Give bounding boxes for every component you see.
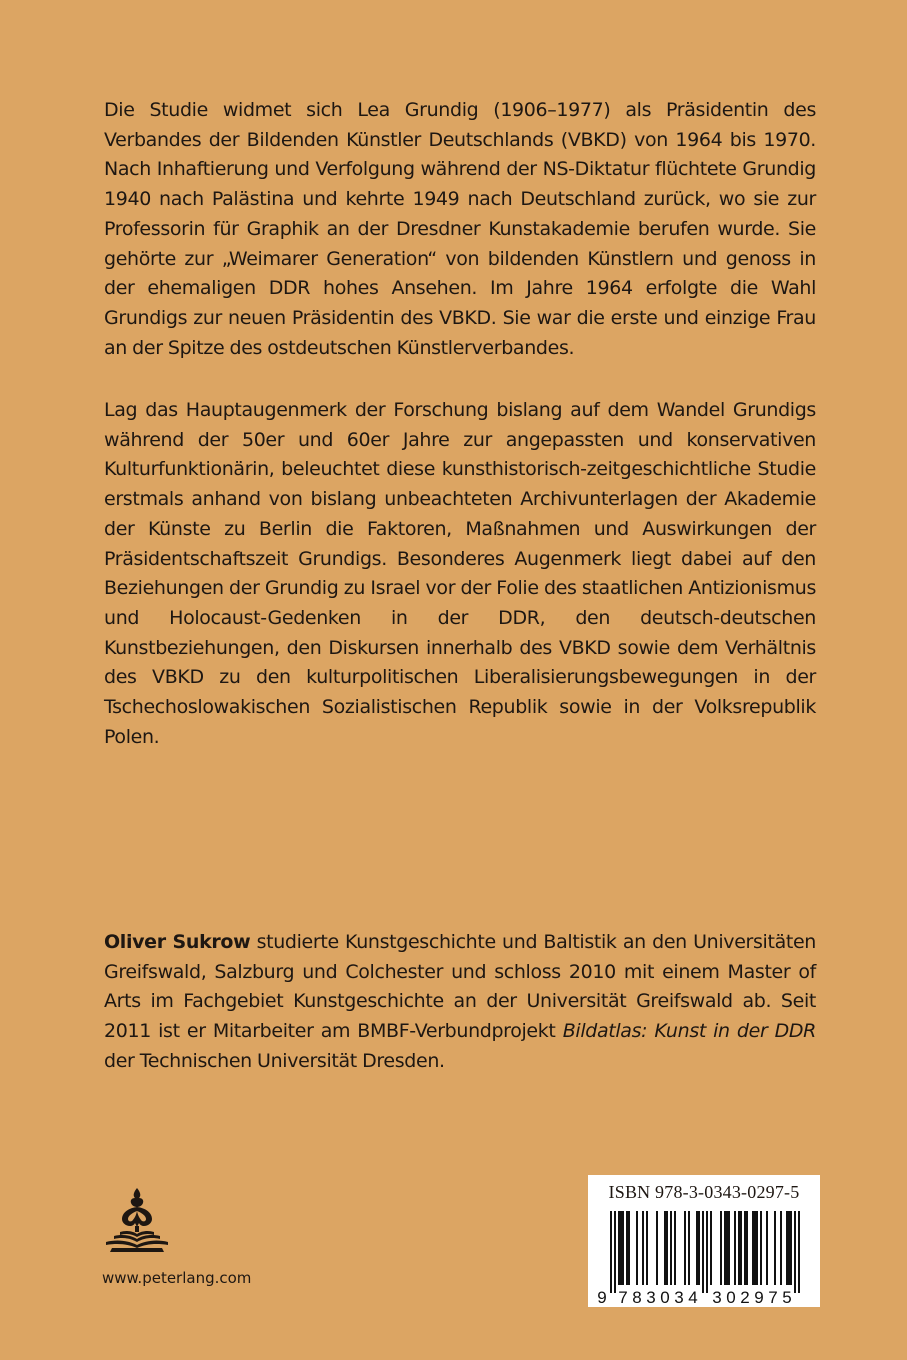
blurb-paragraph-1: Die Studie widmet sich Lea Grundig (1906–1977) als Präsidentin des Verbandes der Bildenden Künstler Deutschlands (VBKD) von 1964 bis 1970. Nach Inhaftierung und Verfolgung während der NS-Diktatur flüchtete Grundig 1940 nach Palästina und kehrte 1949 nach Deutschland zurück, wo sie zur Professorin für Graphik an der Dresdner Kunstakademie berufen wurde. Sie gehörte zur „Weimarer Generation“ von bildenden Künstlern und genoss in der ehemaligen DDR hohes Ansehen. Im Jahre 1964 erfolgte die Wahl Grundigs zur neuen Präsidentin des VBKD. Sie war die erste und einzige Frau an der Spitze des ostdeutschen Künstlerverbandes.: [104, 99, 816, 359]
barcode-digit: 7: [618, 1288, 628, 1307]
barcode-bar: [786, 1211, 788, 1285]
barcode-digit: 5: [782, 1288, 792, 1307]
barcode-bar: [720, 1211, 722, 1285]
barcode-bar: [754, 1211, 756, 1285]
barcode-digit: 7: [768, 1288, 778, 1307]
barcode-bar: [798, 1211, 800, 1293]
author-bio-text-1: studierte Kunstgeschichte und Baltistik an den Universitäten Greifswald, Salzburg und Colchester und schloss 2010 mit einem Master of Arts im Fachgebiet Kunstgeschichte an der Universität Greifswald ab. Seit 2011 ist er Mitarbeiter am BMBF-Verbundprojekt: [104, 931, 816, 1043]
barcode-bar: [760, 1211, 762, 1285]
blurb-paragraph-2: Lag das Hauptaugenmerk der Forschung bislang auf dem Wandel Grundigs während der 50er und 60er Jahre zur angepassten und konservativen Kulturfunktionärin, beleuchtet diese kunsthistorisch-zeitgeschichtliche Studie erstmals anhand von bislang unbeachteten Archivunterlagen der Akademie der Künste zu Berlin die Faktoren, Maßnahmen und Auswirkungen der Präsidentschaftszeit Grundigs. Besonderes Augenmerk liegt dabei auf den Beziehungen der Grundig zu Israel vor der Folie des staatlichen Antizionismus und Holocaust-Gedenken in der DDR, den deutsch-deutschen Kunstbeziehungen, den Diskursen innerhalb des VBKD sowie dem Verhältnis des VBKD zu den kulturpolitischen Liberalisierungsbewegungen in der Tschechoslowakischen Sozialistischen Republik sowie in der Volksrepublik Polen.: [104, 399, 816, 748]
barcode-bar: [744, 1211, 746, 1285]
project-title: Bildatlas: Kunst in der DDR: [562, 1020, 817, 1043]
publisher-logo-icon: [102, 1186, 172, 1258]
barcode-bar: [622, 1211, 624, 1285]
author-bio-text-2: der Technischen Universität Dresden.: [104, 1049, 445, 1072]
barcode-bar: [646, 1211, 648, 1285]
barcode-bar: [618, 1211, 620, 1285]
barcode-digit: 8: [632, 1288, 642, 1307]
barcode-bar: [610, 1211, 612, 1293]
author-name: Oliver Sukrow: [104, 931, 251, 953]
barcode-bar: [774, 1211, 776, 1285]
barcode-bar: [706, 1211, 708, 1293]
barcode-bar: [788, 1211, 790, 1285]
barcode-bar: [670, 1211, 672, 1285]
barcode-bar: [738, 1211, 740, 1285]
barcode-digit: 3: [646, 1288, 656, 1307]
barcode-bar: [656, 1211, 658, 1285]
barcode-digit: 0: [660, 1288, 670, 1307]
barcode-bar: [780, 1211, 782, 1285]
barcode-bar: [790, 1211, 792, 1285]
barcode-bar: [696, 1211, 698, 1285]
barcode-bar: [746, 1211, 748, 1285]
barcode-bar: [724, 1211, 726, 1285]
barcode-bar: [752, 1211, 754, 1285]
barcode-bar: [702, 1211, 704, 1293]
barcode-bar: [698, 1211, 700, 1285]
publisher-url[interactable]: www.peterlang.com: [102, 1269, 252, 1287]
barcode-bar: [710, 1211, 712, 1285]
barcode-bar: [688, 1211, 690, 1285]
barcode-digit: 4: [688, 1288, 698, 1307]
isbn-barcode: [588, 1175, 820, 1307]
barcode-digit: 2: [740, 1288, 750, 1307]
barcode-bar: [620, 1211, 622, 1285]
isbn-label: ISBN 978-3-0343-0297-5: [608, 1182, 800, 1202]
barcode-bar: [674, 1211, 676, 1285]
barcode-bar: [684, 1211, 686, 1285]
barcode-bar: [728, 1211, 730, 1285]
barcode-bar: [628, 1211, 630, 1285]
barcode-bar: [766, 1211, 768, 1285]
barcode-digit: 3: [674, 1288, 684, 1307]
barcode-bar: [664, 1211, 666, 1285]
barcode-digit: 0: [726, 1288, 736, 1307]
barcode-bar: [740, 1211, 742, 1285]
barcode-digit: 9: [597, 1288, 607, 1307]
barcode-bar: [756, 1211, 758, 1285]
barcode-digit: 3: [712, 1288, 722, 1307]
barcode-bar: [614, 1211, 616, 1293]
barcode-bar: [726, 1211, 728, 1285]
barcode-digit: 9: [754, 1288, 764, 1307]
barcode-bar: [642, 1211, 644, 1285]
barcode-bar: [734, 1211, 736, 1285]
barcode-bar: [626, 1211, 628, 1285]
author-bio: [104, 928, 816, 1077]
barcode-bar: [666, 1211, 668, 1285]
barcode-bar: [794, 1211, 796, 1293]
barcode-bar: [636, 1211, 638, 1285]
